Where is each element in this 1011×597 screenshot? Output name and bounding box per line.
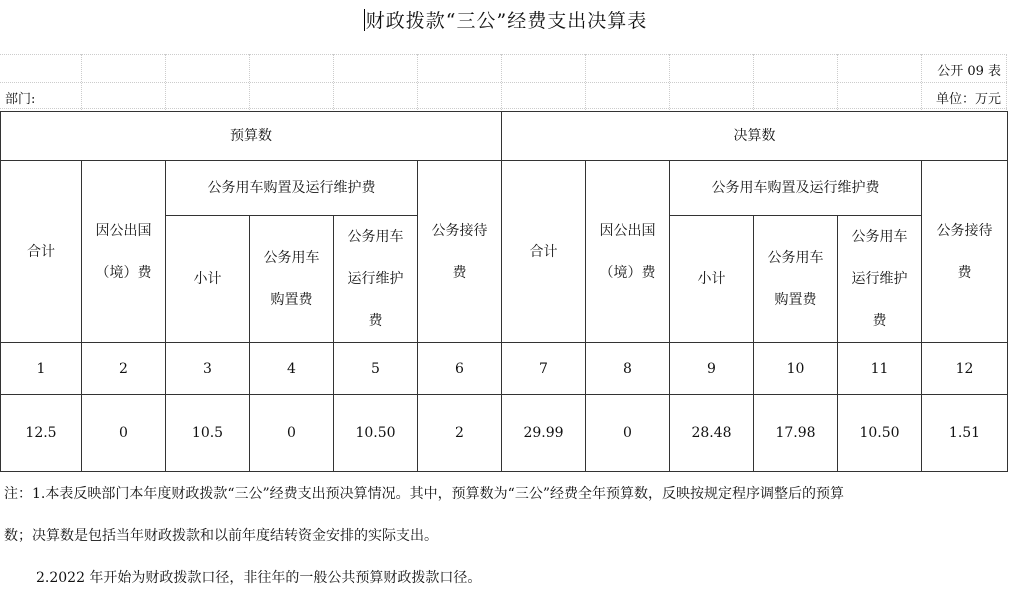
value-cell: 12.5 [1, 395, 82, 472]
note-line-3: 2.2022 年开始为财政拨款口径，非往年的一般公共预算财政拨款口径。 [36, 570, 482, 586]
header-line: 费 [957, 264, 972, 281]
budget-reception-header [418, 161, 502, 343]
header-line: 公务接待 [936, 222, 993, 239]
grid-line [0, 108, 1007, 109]
column-number: 9 [670, 343, 754, 395]
header-line: 因公出国 [599, 222, 656, 239]
value-cell: 0 [586, 395, 670, 472]
unit-label: 单位：万元 [935, 92, 1001, 107]
grid-line [1006, 54, 1007, 110]
value-cell: 2 [418, 395, 502, 472]
grid-line [837, 54, 838, 110]
page-title [0, 6, 1011, 33]
final-operation-header [838, 216, 922, 343]
grid-line [501, 54, 502, 110]
column-number: 10 [754, 343, 838, 395]
final-header: 决算数 [502, 112, 1008, 161]
header-line: 购置费 [270, 292, 313, 308]
grid-line [669, 54, 670, 110]
budget-purchase-header [250, 216, 334, 343]
header-line: 公务用车 [347, 229, 404, 245]
header-line: 费 [452, 264, 467, 281]
final-abroad-header [586, 161, 670, 343]
column-number: 8 [586, 343, 670, 395]
grid-line [585, 54, 586, 110]
header-line: 运行维护 [851, 271, 908, 287]
header-line: 购置费 [774, 292, 817, 308]
value-cell: 10.50 [838, 395, 922, 472]
column-number: 6 [418, 343, 502, 395]
final-reception-header [922, 161, 1008, 343]
header-line: 费 [368, 313, 383, 329]
value-cell: 29.99 [502, 395, 586, 472]
value-cell: 17.98 [754, 395, 838, 472]
final-total-header: 合计 [502, 161, 586, 343]
budget-vehicle-group-header: 公务用车购置及运行维护费 [166, 161, 418, 216]
final-vehicle-group-header: 公务用车购置及运行维护费 [670, 161, 922, 216]
note-line-2: 数；决算数是包括当年财政拨款和以前年度结转资金安排的实际支出。 [4, 528, 438, 544]
value-cell: 0 [250, 395, 334, 472]
column-number: 1 [1, 343, 82, 395]
grid-line [0, 54, 1007, 55]
value-cell: 10.50 [334, 395, 418, 472]
column-number: 12 [922, 343, 1008, 395]
department-label: 部门: [5, 92, 36, 107]
page-title-text: 财政拨款“三公”经费支出决算表 [365, 10, 648, 32]
column-number: 5 [334, 343, 418, 395]
value-cell: 10.5 [166, 395, 250, 472]
column-number: 11 [838, 343, 922, 395]
value-cell: 1.51 [922, 395, 1008, 472]
grid-line [333, 54, 334, 110]
header-line: 因公出国 [95, 222, 152, 239]
column-number: 4 [250, 343, 334, 395]
column-number: 2 [82, 343, 166, 395]
column-number: 7 [502, 343, 586, 395]
grid-line [921, 54, 922, 110]
value-cell: 0 [82, 395, 166, 472]
column-number: 3 [166, 343, 250, 395]
grid-line [0, 82, 1007, 83]
budget-operation-header [334, 216, 418, 343]
budget-header: 预算数 [1, 112, 502, 161]
three-public-expenses-table [0, 111, 1008, 472]
header-line: 运行维护 [347, 271, 404, 287]
grid-line [417, 54, 418, 110]
header-line: 公务用车 [851, 229, 908, 245]
budget-abroad-header [82, 161, 166, 343]
header-line: 公务接待 [431, 222, 488, 239]
grid-line [81, 54, 82, 110]
value-row [1, 395, 1008, 472]
budget-subtotal-header: 小计 [166, 216, 250, 343]
header-line: 公务用车 [767, 250, 824, 266]
header-line: （境）费 [95, 264, 152, 281]
table-code: 公开 09 表 [937, 64, 1001, 79]
grid-line [165, 54, 166, 110]
header-line: 费 [872, 313, 887, 329]
budget-total-header: 合计 [1, 161, 82, 343]
header-line: 公务用车 [263, 250, 320, 266]
column-number-row [1, 343, 1008, 395]
grid-line [249, 54, 250, 110]
final-purchase-header [754, 216, 838, 343]
note-line-1: 注：1.本表反映部门本年度财政拨款“三公”经费支出预决算情况。其中，预算数为“三公”经费全年预算数，反映按规定程序调整后的预算 [4, 486, 844, 502]
grid-line [753, 54, 754, 110]
text-cursor [364, 9, 365, 31]
value-cell: 28.48 [670, 395, 754, 472]
final-subtotal-header: 小计 [670, 216, 754, 343]
header-line: （境）费 [599, 264, 656, 281]
